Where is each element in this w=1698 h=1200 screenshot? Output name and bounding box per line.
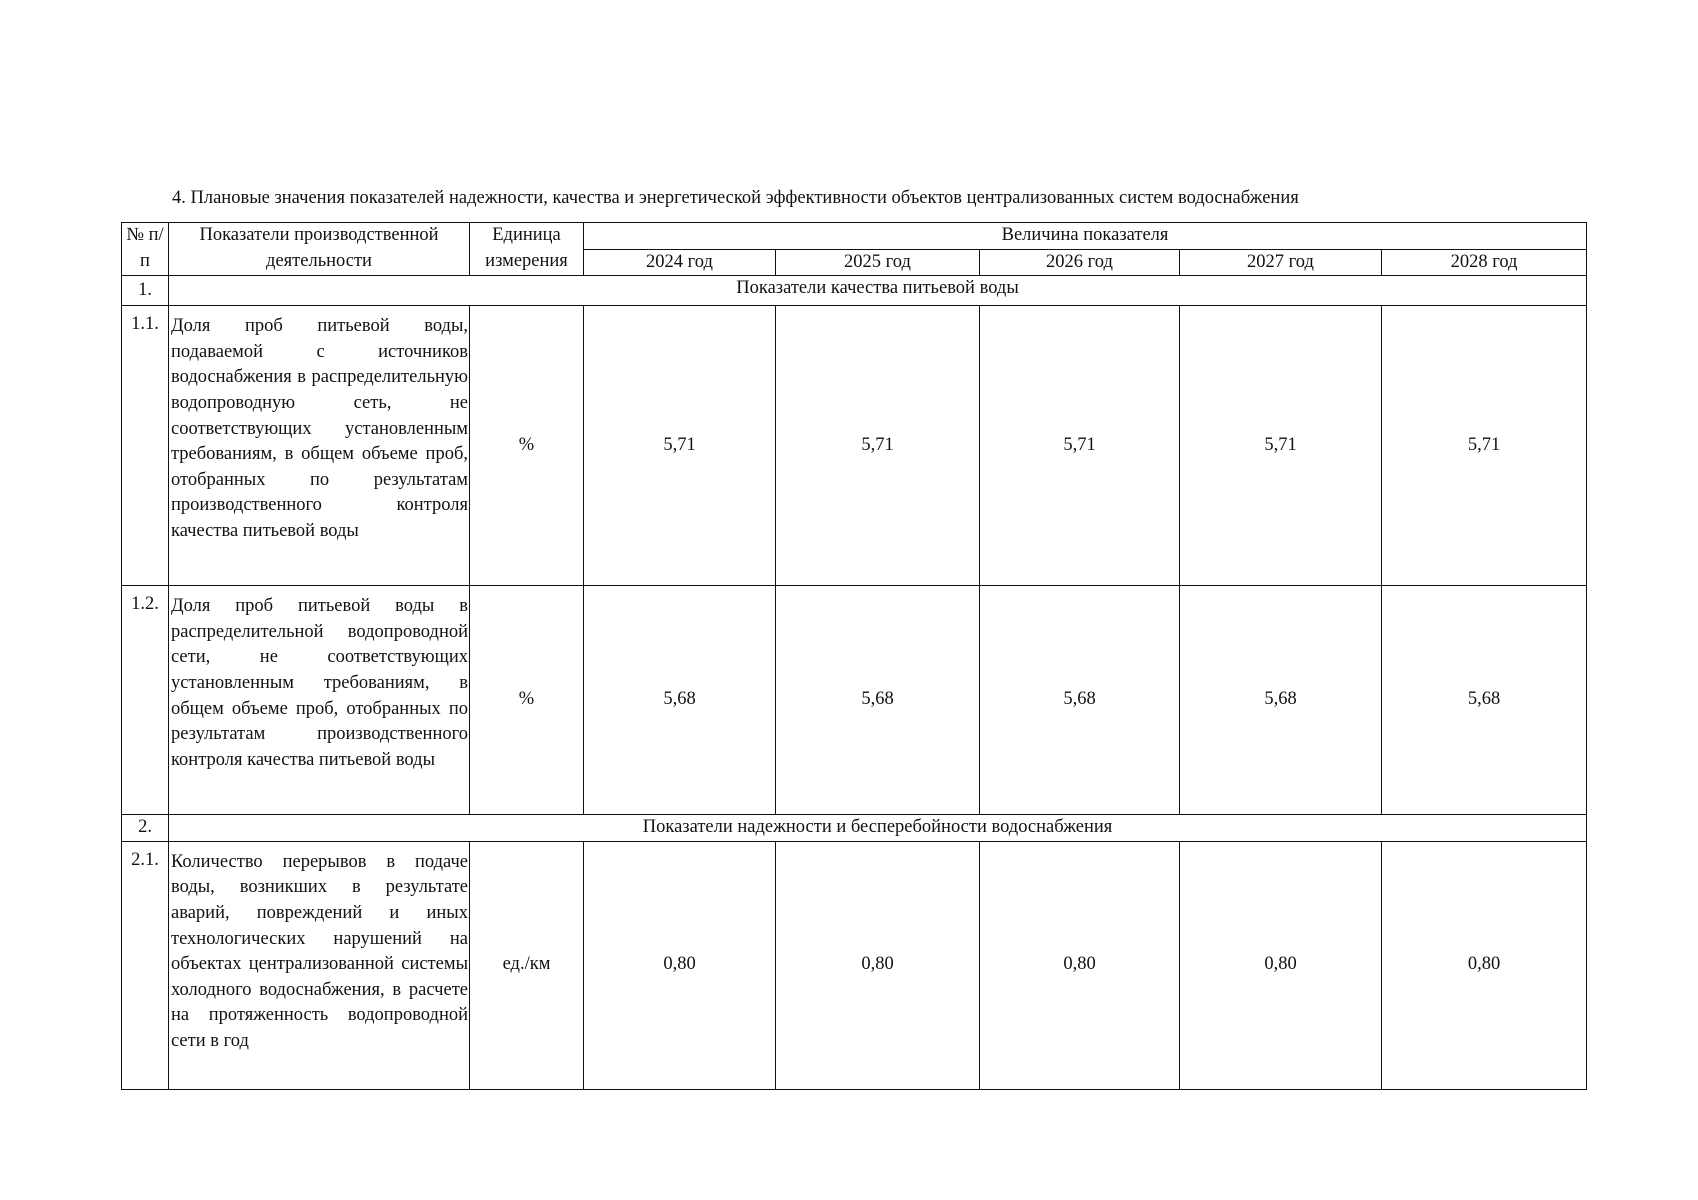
row-description: Количество перерывов в подаче воды, возникших в результате аварий, повреждений и иных технологических нарушений на объектах централизованной системы холодного водоснабжения, в расчете на протяженность водопроводной сети в год: [169, 841, 470, 1089]
row-value: 5,71: [776, 306, 980, 586]
row-value: 0,80: [776, 841, 980, 1089]
row-value: 5,71: [980, 306, 1180, 586]
header-unit: Единица измерения: [470, 223, 584, 276]
indicators-table: [121, 222, 1587, 1090]
row-value: 5,68: [776, 586, 980, 815]
row-value: 5,71: [584, 306, 776, 586]
section-number: 2.: [122, 815, 169, 842]
header-year: 2027 год: [1180, 249, 1382, 276]
row-number: 2.1.: [122, 841, 169, 1089]
header-row: [122, 223, 1587, 250]
header-year: 2025 год: [776, 249, 980, 276]
row-description: Доля проб питьевой воды, подаваемой с источников водоснабжения в распределительную водопроводную сеть, не соответствующих установленным требованиям, в общем объеме проб, отобранных по результатам производственного контроля качества питьевой воды: [169, 306, 470, 586]
row-value: 5,71: [1180, 306, 1382, 586]
table-row: [122, 306, 1587, 586]
row-unit: %: [470, 306, 584, 586]
header-num: № п/п: [122, 223, 169, 276]
row-value: 0,80: [1382, 841, 1587, 1089]
row-unit: %: [470, 586, 584, 815]
section-row: [122, 276, 1587, 306]
section-number: 1.: [122, 276, 169, 306]
section-title: Показатели надежности и бесперебойности водоснабжения: [169, 815, 1587, 842]
row-value: 5,71: [1382, 306, 1587, 586]
section-row: [122, 815, 1587, 842]
table-row: [122, 586, 1587, 815]
row-number: 1.1.: [122, 306, 169, 586]
row-unit: ед./км: [470, 841, 584, 1089]
table-row: [122, 841, 1587, 1089]
row-value: 5,68: [1382, 586, 1587, 815]
header-year: 2024 год: [584, 249, 776, 276]
row-number: 1.2.: [122, 586, 169, 815]
section-title: Показатели качества питьевой воды: [169, 276, 1587, 306]
row-value: 5,68: [584, 586, 776, 815]
header-year: 2028 год: [1382, 249, 1587, 276]
document-title: 4. Плановые значения показателей надежности, качества и энергетической эффективности объектов централизованных систем водоснабжения: [172, 188, 1299, 208]
row-value: 5,68: [1180, 586, 1382, 815]
header-indicator: Показатели производственной деятельности: [169, 223, 470, 276]
row-value: 5,68: [980, 586, 1180, 815]
row-value: 0,80: [584, 841, 776, 1089]
row-value: 0,80: [1180, 841, 1382, 1089]
header-value-group: Величина показателя: [584, 223, 1587, 250]
header-year: 2026 год: [980, 249, 1180, 276]
row-description: Доля проб питьевой воды в распределительной водопроводной сети, не соответствующих установленным требованиям, в общем объеме проб, отобранных по результатам производственного контроля качества питьевой воды: [169, 586, 470, 815]
row-value: 0,80: [980, 841, 1180, 1089]
